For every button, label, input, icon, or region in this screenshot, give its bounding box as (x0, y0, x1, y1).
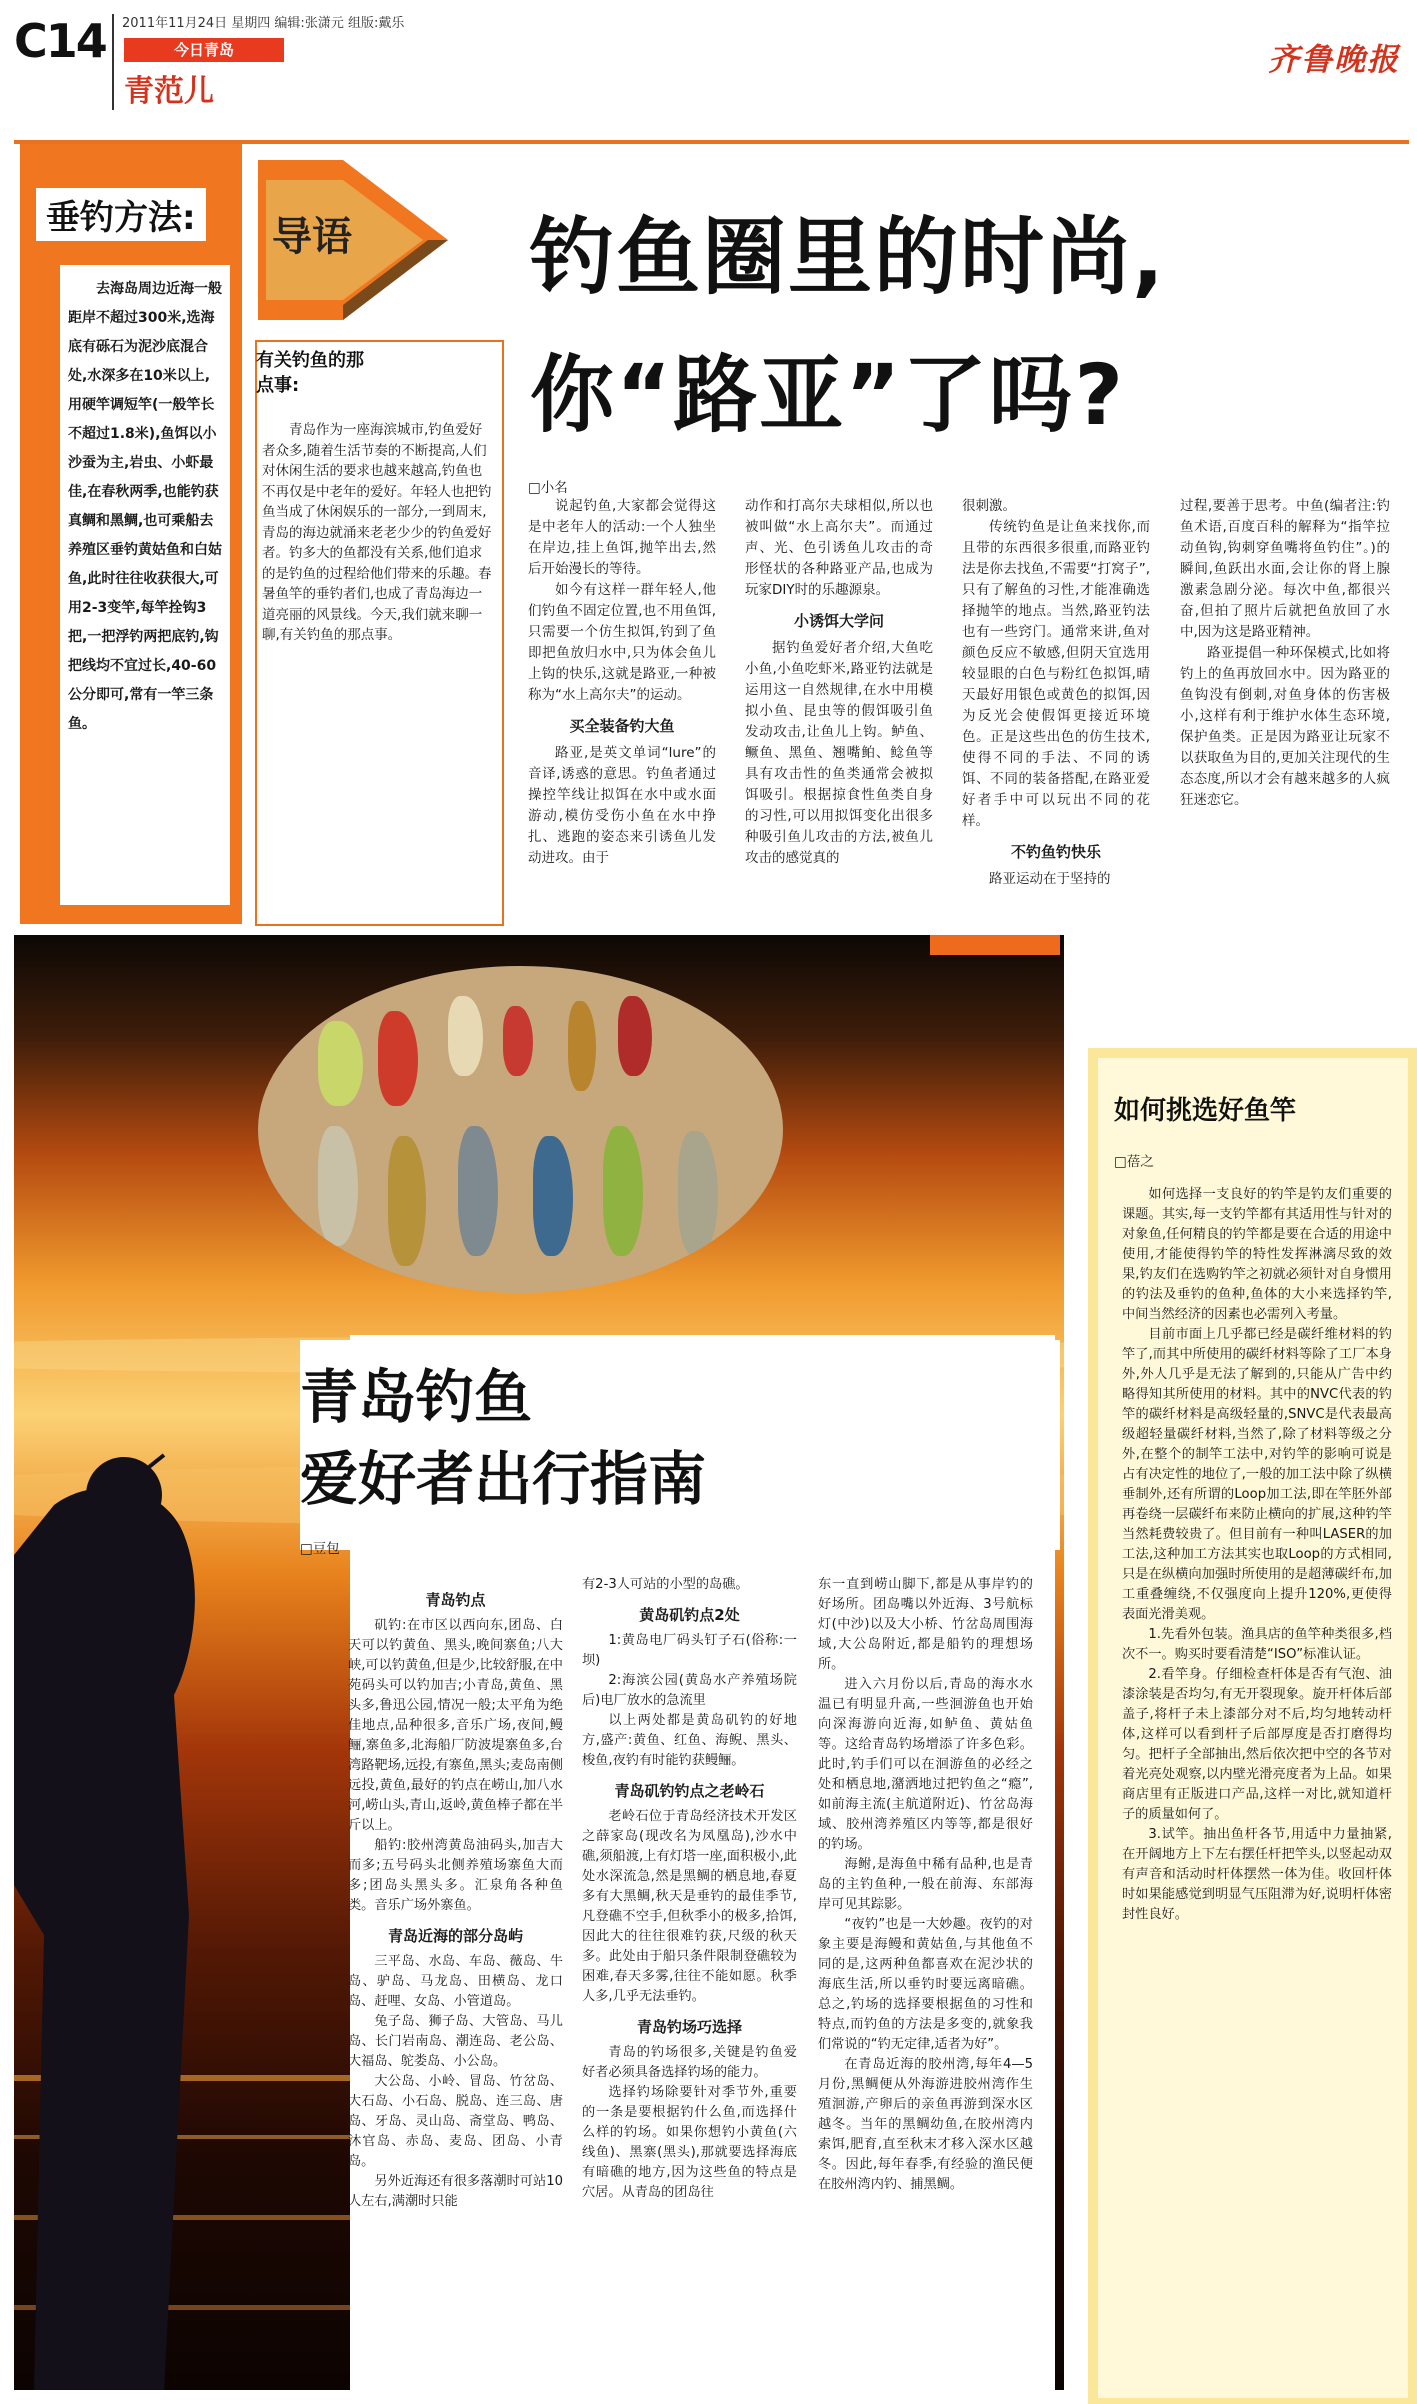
guide-headline-line2: 爱好者出行指南 (300, 1445, 707, 1513)
column-subheading: 青岛钓场巧选择 (636, 2018, 742, 2036)
lure-8 (388, 1136, 426, 1266)
main-column-1 (528, 496, 716, 869)
column-paragraph: 传统钓鱼是让鱼来找你,而且带的东西很多很重,而路亚钓法是你去找鱼,不需要“打窝子”,只有了解鱼的习性,才能准确选择抛竿的地点。当然,路亚钓法也有一些窍门。通常来讲,鱼对颜色反应不敏感,但阴天宜选用较显眼的白色与粉红色拟饵,晴天最好用银色或黄色的拟饵,因为反光会使假饵更接近环境色。正是这些出色的仿生技术,使得不同的手法、不同的诱饵、不同的装备搭配,在路亚爱好者手中可以玩出不同的花样。 (962, 519, 1150, 829)
lure-11 (603, 1126, 643, 1256)
column-paragraph: “夜钓”也是一大妙趣。夜钓的对象主要是海鳗和黄姑鱼,与其他鱼不同的是,这两种鱼都喜欢在泥沙状的海底生活,所以垂钓时要远离暗礁。总之,钓场的选择要根据鱼的习性和特点,而钓鱼的方法是多变的,就象我们常说的“钓无定律,适者为好”。 (818, 1917, 1033, 2052)
page-number: C14 (14, 14, 106, 68)
lure-9 (458, 1126, 498, 1256)
column-paragraph: 兔子岛、狮子岛、大管岛、马儿岛、长门岩南岛、潮连岛、老公岛、大福岛、鸵娄岛、小公岛。 (348, 2014, 563, 2069)
guide-headline-line1: 青岛钓鱼 (300, 1363, 533, 1431)
lure-1 (318, 1021, 363, 1106)
method-box-body: 去海岛周边近海一般距岸不超过300米,选海底有砾石为泥沙底混合处,水深多在10米以上,用硬竿调短竿(一般竿长不超过1.8米),鱼饵以小沙蚕为主,岩虫、小虾最佳,在春秋两季,也能钓获真鲷和黑鲷,也可乘船去养殖区垂钓黄姑鱼和白姑鱼,此时往往收获很大,可用2-3变竿,每竿拴钩3把,一把浮钓两把底钓,钩把线均不宜过长,40-60公分即可,常有一竿三条鱼。 (68, 281, 222, 732)
column-paragraph: 很刺激。 (962, 498, 1016, 514)
column-paragraph: 2:海滨公园(黄岛水产养殖场院后)电厂放水的急流里 (582, 1673, 797, 1708)
main-column-2 (745, 496, 933, 869)
column-subheading: 小诱饵大学问 (793, 612, 884, 630)
rod-column (1122, 1185, 1392, 1925)
main-byline: □小名 (528, 480, 568, 496)
section-tag: 今日青岛 (124, 38, 284, 62)
column-paragraph: 有2-3人可站的小型的岛礁。 (582, 1577, 749, 1592)
lure-10 (533, 1136, 573, 1256)
guide-column-3 (818, 1575, 1033, 2195)
column-paragraph: 1.先看外包装。渔具店的鱼竿种类很多,档次不一。购买时要看清楚“ISO”标准认证。 (1122, 1627, 1392, 1662)
main-headline-line2: 你“路亚”了吗? (530, 346, 1126, 444)
column-paragraph: 路亚,是英文单词“lure”的音译,诱惑的意思。钓鱼者通过操控竿线让拟饵在水中或水面游动,模仿受伤小鱼在水中挣扎、逃跑的姿态来引诱鱼儿发动进攻。由于 (528, 745, 716, 866)
column-paragraph: 据钓鱼爱好者介绍,大鱼吃小鱼,小鱼吃虾米,路亚钓法就是运用这一自然规律,在水中用模拟小鱼、昆虫等的假饵吸引鱼发动攻击,让鱼儿上钩。鲈鱼、鳜鱼、黑鱼、翘嘴鲌、鲶鱼等具有攻击性的鱼类通常会被拟饵吸引。根据掠食性鱼类自身的习性,可以用拟饵变化出很多种吸引鱼儿攻击的方法,被鱼儿攻击的感觉真的 (745, 640, 933, 866)
lure-photo (258, 966, 783, 1293)
column-paragraph: 1:黄岛电厂码头钉子石(俗称:一坝) (582, 1633, 797, 1668)
lure-4 (503, 1006, 533, 1076)
column-subheading: 买全装备钓大鱼 (569, 717, 675, 735)
rod-headline: 如何挑选好鱼竿 (1114, 1096, 1297, 1126)
column-paragraph: 目前市面上几乎都已经是碳纤维材料的钓竿了,而其中所使用的碳纤材料等除了工厂本身外,外人几乎是无法了解到的,只能从广告中约略得知其所使用的材料。其中的NVC代表的钓竿的碳纤材料是高级轻量的,SNVC是代表最高级超轻量碳纤材料,当然了,除了材料等级之分外,在整个的制竿工法中,对钓竿的影响可说是占有决定性的地位了,一般的加工法中除了纵横垂制外,还有所谓的Loop加工法,即在竿胚外部再卷绕一层碳纤布来防止横向的扩展,这种钓竿当然耗费较贵了。但目前有一种叫LASER的加工法,这种加工方法其实也取Loop的方式相同,只是在纵横向加强时所使用的是超薄碳纤布,加工重叠缠绕,不仅强度向上提升120%,更使得表面光滑美观。 (1122, 1327, 1392, 1622)
column-paragraph: 大公岛、小岭、冒岛、竹岔岛、大石岛、小石岛、脱岛、连三岛、唐岛、牙岛、灵山岛、斋堂岛、鸭岛、沐官岛、赤岛、麦岛、团岛、小青岛。 (348, 2074, 563, 2169)
column-subheading: 不钓鱼钓快乐 (1010, 843, 1101, 861)
intro-body: 青岛作为一座海滨城市,钓鱼爱好者众多,随着生活节奏的不断提高,人们对休闲生活的要求也越来越高,钓鱼也不再仅是中老年的爱好。年轻人也把钓鱼当成了休闲娱乐的一部分,一到周末,青岛的海边就涌来老老少少的钓鱼爱好者。钓多大的鱼都没有关系,他们追求的是钓鱼的过程给他们带来的乐趣。春暑鱼竿的垂钓者们,也成了青岛海边一道亮丽的风景线。今天,我们就来聊一聊,有关钓鱼的那点事。 (262, 422, 492, 643)
column-paragraph: 进入六月份以后,青岛的海水水温已有明显升高,一些洄游鱼也开始向深海游向近海,如鲈鱼、黄姑鱼等。这给青岛钓场增添了许多色彩。此时,钓手们可以在洄游鱼的必经之处和栖息地,潴洒地过把钓鱼之“瘾”,如前海主流(主航道附近)、竹岔岛海域、胶州湾养殖区内等等,都是很好的钓场。 (818, 1677, 1033, 1852)
guide-column-2 (582, 1575, 797, 2203)
photo-frame-accent (930, 935, 1060, 955)
main-column-3 (962, 496, 1150, 890)
lure-3 (448, 996, 483, 1076)
column-paragraph: 3.试竿。抽出鱼杆各节,用适中力量抽紧,在开阔地方上下左右摆任杆把竿头,以竖起动双有声音和活动时杆体摆然一体为佳。收回杆体时如果能感觉到明显气压阻滞为好,说明杆体密封性良好。 (1122, 1827, 1392, 1922)
intro-subtitle: 有关钓鱼的那点事: (256, 350, 364, 396)
issue-info: 2011年11月24日 星期四 编辑:张潇元 组版:戴乐 (122, 16, 405, 31)
column-paragraph: 老岭石位于青岛经济技术开发区之薛家岛(现改名为凤凰岛),沙水中礁,须船渡,上有灯塔一座,面积极小,此处水深流急,然是黑鲷的栖息地,春夏多有大黑鲷,秋天是垂钓的最佳季节,凡登礁不空手,但秋季小的极多,拾饵,因此大的往往很难钓获,尺级的秋天多。此处由于船只条件限制登礁较为困难,春天多雾,往往不能如愿。秋季人多,几乎无法垂钓。 (582, 1809, 797, 2004)
column-paragraph: 路亚提倡一种环保模式,比如将钓上的鱼再放回水中。因为路亚的鱼钩没有倒刺,对鱼身体的伤害极小,这样有利于维护水体生态环境,保护鱼类。正是因为路亚让玩家不以获取鱼为目的,更加关注现代的生态态度,所以才会有越来越多的人疯狂迷恋它。 (1180, 645, 1390, 808)
column-paragraph: 矶钓:在市区以西向东,团岛、白天可以钓黄鱼、黑头,晚间寨鱼;八大峡,可以钓黄鱼,但是少,比较舒服,在中苑码头可以钓加吉;小青岛,黄鱼、黑头多,鲁迅公园,情况一般;太平角为绝佳地点,品种很多,音乐广场,夜间,鳗鲡,寨鱼多,北海船厂防波堤寨鱼多,台湾路靶场,远投,有寨鱼,黑头;麦岛南侧远投,黄鱼,最好的钓点在崂山,加八水河,崂山头,青山,返岭,黄鱼棒子都在半斤以上。 (348, 1618, 563, 1833)
column-subheading: 青岛钓点 (425, 1591, 486, 1609)
lure-12 (678, 1131, 718, 1256)
guide-byline: □豆包 (300, 1541, 340, 1557)
column-paragraph: 船钓:胶州湾黄岛油码头,加吉大而多;五号码头北侧养殖场寨鱼大而多;团岛头黑头多。汇泉角各种鱼类。音乐广场外寨鱼。 (348, 1838, 563, 1913)
lure-6 (618, 996, 652, 1076)
column-paragraph: 海鲋,是海鱼中稀有品种,也是青岛的主钓鱼种,一般在前海、东部海岸可见其踪影。 (818, 1857, 1033, 1912)
guide-column-1 (348, 1580, 563, 2212)
lure-2 (378, 1011, 418, 1106)
column-subheading: 黄岛矶钓点2处 (639, 1606, 740, 1624)
main-column-4 (1180, 496, 1390, 811)
method-box-title: 垂钓方法: (36, 188, 206, 241)
column-paragraph: 如何选择一支良好的钓竿是钓友们重要的课题。其实,每一支钓竿都有其适用性与针对的对象鱼,任何精良的钓竿都是要在合适的用途中使用,才能使得钓竿的特性发挥淋漓尽致的效果,钓友们在选购钓竿之初就必须针对自身惯用的钓法及垂钓的鱼种,鱼体的大小来选择钓竿,中间当然经济的因素也必需列入考量。 (1122, 1187, 1392, 1322)
rod-byline: □蓓之 (1114, 1154, 1154, 1170)
column-subheading: 青岛矶钓钓点之老岭石 (614, 1782, 765, 1800)
intro-label: 导语 (272, 214, 352, 260)
column-subheading: 青岛近海的部分岛屿 (387, 1927, 523, 1945)
column-paragraph: 以上两处都是黄岛矶钓的好地方,盛产:黄鱼、红鱼、海鲵、黑头、梭鱼,夜钓有时能钓获鳗鲡。 (582, 1713, 797, 1768)
column-paragraph: 路亚运动在于坚持的 (989, 871, 1111, 887)
header-divider (112, 14, 114, 110)
column-paragraph: 动作和打高尔夫球相似,所以也被叫做“水上高尔夫”。而通过声、光、色引诱鱼儿攻击的奇形怪状的各种路亚产品,也成为玩家DIY时的乐趣源泉。 (745, 498, 933, 598)
column-paragraph: 如今有这样一群年轻人,他们钓鱼不固定位置,也不用鱼饵,只需要一个仿生拟饵,钓到了鱼即把鱼放归水中,只为体会鱼儿上钩的快乐,这就是路亚,一种被称为“水上高尔夫”的运动。 (528, 582, 716, 703)
column-paragraph: 在青岛近海的胶州湾,每年4—5月份,黑鲷便从外海游进胶州湾作生殖洄游,产卵后的亲鱼再游到深水区越冬。当年的黑鲷幼鱼,在胶州湾内索饵,肥育,直至秋末才移入深水区越冬。因此,每年春季,有经验的渔民便在胶州湾内钓、捕黑鲷。 (818, 2057, 1033, 2192)
column-paragraph: 说起钓鱼,大家都会觉得这是中老年人的活动:一个人独坐在岸边,挂上鱼饵,抛竿出去,然后开始漫长的等待。 (528, 498, 716, 577)
column-paragraph: 过程,要善于思考。中鱼(编者注:钓鱼术语,百度百科的解释为“指竿拉动鱼钩,钩刺穿鱼嘴将鱼钓住”。)的瞬间,鱼跃出水面,会让你的肾上腺激素急剧分泌。每次中鱼,都很兴奋,但拍了照片后就把鱼放回了水中,因为这是路亚精神。 (1180, 498, 1390, 640)
column-paragraph: 另外近海还有很多落潮时可站10人左右,满潮时只能 (348, 2174, 563, 2209)
main-headline-line1: 钓鱼圈里的时尚, (530, 208, 1166, 306)
column-paragraph: 青岛的钓场很多,关键是钓鱼爱好者必须具备选择钓场的能力。 (582, 2045, 797, 2080)
column-paragraph: 2.看竿身。仔细检查杆体是否有气泡、油漆涂装是否均匀,有无开裂现象。旋开杆体后部盖子,将杆子未上漆部分对不后,均匀地转动杆体,这样可以看到杆子后部厚度是否打磨得均匀。把杆子全部抽出,然后依次把中空的各节对着光亮处观察,以内壁光滑亮度者为上品。如果商店里有正版进口产品,这样一对比,就知道杆子的质量如何了。 (1122, 1667, 1392, 1822)
section-name: 青范儿 (124, 74, 214, 109)
lure-5 (568, 1001, 596, 1091)
column-paragraph: 三平岛、水岛、车岛、薇岛、牛岛、驴岛、马龙岛、田横岛、龙口岛、赶哩、女岛、小管道岛。 (348, 1954, 563, 2009)
column-paragraph: 东一直到崂山脚下,都是从事岸钓的好场所。团岛嘴以外近海、3号航标灯(中沙)以及大小桥、竹岔岛周围海域,大公岛附近,都是船钓的理想场所。 (818, 1577, 1033, 1672)
column-paragraph: 选择钓场除要针对季节外,重要的一条是要根据钓什么鱼,而选择什么样的钓场。如果你想钓小黄鱼(六线鱼)、黑寨(黑头),那就要选择海底有暗礁的地方,因为这些鱼的特点是穴居。从青岛的团岛往 (582, 2085, 797, 2200)
lure-7 (318, 1126, 358, 1246)
newspaper-logo: 齐鲁晚报 (1268, 42, 1400, 78)
